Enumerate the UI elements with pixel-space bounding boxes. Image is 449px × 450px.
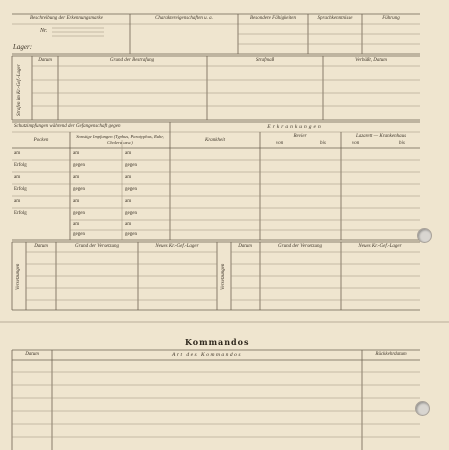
impfungen-cell-right: gegen	[125, 163, 137, 168]
impfungen-cell-mid: am	[73, 222, 80, 227]
header-col-sprachkenntnisse: Sprachkenntnisse	[317, 16, 353, 21]
versetzungen-left-col-grund: Grund der Versetzung	[75, 244, 119, 249]
impfungen-col-sonstige: Sonstige Impfungen (Typhus, Paratyphus, Ruhr, Cholera usw.)	[76, 134, 164, 145]
versetzungen-right-col-grund: Grund der Versetzung	[278, 244, 322, 249]
erkrankungen-header: Erkrankungen	[267, 124, 323, 130]
versetzungen-left-col-datum: Datum	[34, 244, 48, 249]
erkrankungen-col-lazarett: Lazarett — Krankenhaus	[355, 134, 407, 139]
versetzungen-side-label-right: Versetzungen	[221, 263, 226, 290]
impfungen-cell-right: gegen	[125, 211, 137, 216]
impfungen-cell-left: Erfolg	[14, 211, 27, 216]
lazarett-bis: bis	[399, 141, 405, 146]
impfungen-cell-mid: am	[73, 151, 80, 156]
kommandos-col-rueckkehr: Rückkehrdatum	[375, 352, 407, 357]
impfungen-header: Schutzimpfungen während der Gefangenschaft gegen	[14, 124, 121, 129]
versetzungen-right-col-datum: Datum	[238, 244, 252, 249]
erkrankungen-col-krankheit: Krankheit	[205, 138, 225, 143]
strafen-side-label: Strafen im Kr.-Gef.-Lager	[17, 64, 22, 116]
strafen-col-strafmass: Strafmaß	[255, 58, 275, 63]
impfungen-cell-mid: am	[73, 199, 80, 204]
impfungen-cell-mid: am	[73, 175, 80, 180]
impfungen-cell-right: gegen	[125, 187, 137, 192]
erkrankungen-col-revier: Revier	[293, 134, 307, 139]
revier-bis: bis	[320, 141, 326, 146]
header-col-fuehrung: Führung	[382, 16, 400, 21]
nr-label: Nr.	[40, 28, 48, 34]
impfungen-cell-right: gegen	[125, 232, 137, 237]
impfungen-cell-left: Erfolg	[14, 163, 27, 168]
impfungen-cell-right: am	[125, 151, 132, 156]
impfungen-cell-left: am	[14, 175, 21, 180]
versetzungen-side-label-left: Versetzungen	[16, 263, 21, 290]
strafen-col-datum: Datum	[38, 58, 52, 63]
header-col-charakter: Charaktereigenschaften u. a.	[155, 16, 213, 21]
impfungen-cell-right: am	[125, 175, 132, 180]
header-col-erkennungsmarke: Beschreibung der Erkennungsmarke	[30, 16, 103, 21]
impfungen-cell-right: am	[125, 222, 132, 227]
impfungen-cell-mid: gegen	[73, 163, 85, 168]
punch-hole-lower	[415, 401, 430, 416]
impfungen-col-pocken: Pocken	[33, 138, 49, 143]
versetzungen-right-col-neues: Neues Kr.-Gef.-Lager	[358, 244, 402, 249]
punch-hole-upper	[417, 228, 432, 243]
impfungen-cell-mid: gegen	[73, 187, 85, 192]
versetzungen-left-col-neues: Neues Kr.-Gef.-Lager	[155, 244, 199, 249]
impfungen-cell-left: am	[14, 199, 21, 204]
header-col-faehigkeiten: Besondere Fähigkeiten	[249, 16, 297, 21]
kommandos-col-art: Art des Kommandos	[171, 352, 243, 358]
lazarett-von: von	[352, 141, 360, 146]
kommandos-col-datum: Datum	[25, 352, 39, 357]
impfungen-cell-left: Erfolg	[14, 187, 27, 192]
strafen-col-verbuesst: Verbüßt, Datum	[355, 58, 387, 63]
impfungen-cell-mid: gegen	[73, 211, 85, 216]
lager-label: Lager:	[13, 43, 33, 51]
revier-von: von	[276, 141, 284, 146]
impfungen-cell-left: am	[14, 151, 21, 156]
strafen-col-grund: Grund der Bestrafung	[109, 58, 155, 63]
impfungen-cell-right: am	[125, 199, 132, 204]
kommandos-title: Kommandos	[185, 337, 250, 347]
impfungen-cell-mid: gegen	[73, 232, 85, 237]
